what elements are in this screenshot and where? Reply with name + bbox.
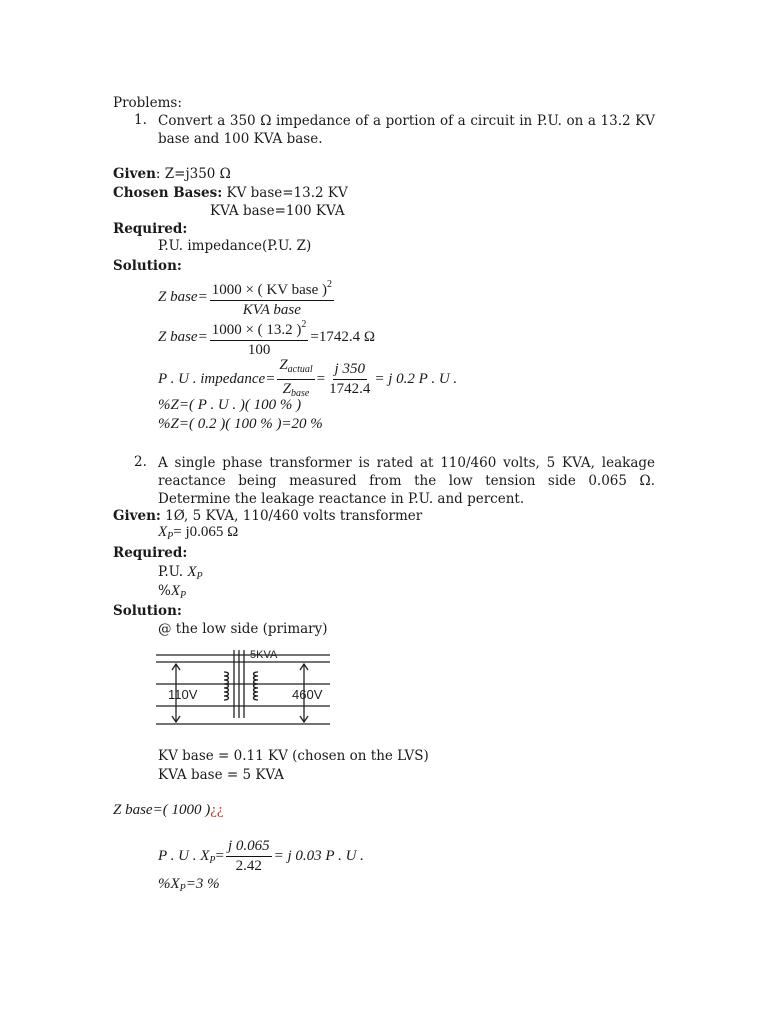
p2-solution-label: Solution:: [113, 603, 182, 619]
p2-given-value: 1Ø, 5 KVA, 110/460 volts transformer: [160, 508, 423, 524]
p2-kva-base: KVA base = 5 KVA: [158, 767, 285, 783]
p1-chosen-bases: [113, 185, 348, 201]
puxp-fraction: [226, 838, 272, 875]
puxp-lhs-a: P . U . X: [158, 848, 210, 864]
pu-xp-formula: [158, 838, 364, 875]
eq2-fraction: [210, 316, 309, 359]
eq3-equals: =: [316, 371, 326, 387]
p1-required-item: P.U. impedance(P.U. Z): [158, 238, 312, 254]
eq2-numerator: 1000 × ( 13.2 ): [211, 322, 302, 338]
xp-value: = j0.065 Ω: [173, 524, 239, 540]
eq1-lhs: Z base=: [158, 289, 208, 305]
puxp-result: = j 0.03 P . U .: [273, 848, 364, 864]
percent-xp-result: [158, 876, 220, 894]
zbase2-broken-glyphs: ¿¿: [210, 802, 224, 818]
puxp-num: j 0.065: [226, 838, 272, 857]
req1-sub: P: [196, 571, 203, 582]
eq3-fraction-b: [327, 361, 372, 398]
diagram-right-label: 460V: [292, 687, 323, 702]
problems-heading: Problems:: [113, 95, 182, 111]
problem-1-number: 1.: [134, 112, 147, 128]
problem-1-statement: Convert a 350 Ω impedance of a portion of a circuit in P.U. on a 13.2 KV base and 100 KVA base.: [158, 113, 655, 147]
eq1-exponent: 2: [326, 279, 332, 290]
puxp-lhs-sub: P: [209, 855, 216, 866]
req2-prefix: %: [158, 583, 171, 599]
p2-low-side-note: @ the low side (primary): [158, 621, 328, 637]
eq1-denominator: KVA base: [242, 302, 301, 318]
p1-given-label: Given: [113, 166, 156, 182]
p2-required-label: Required:: [113, 545, 188, 561]
diagram-top-label: 5KVA: [250, 649, 278, 661]
problem-2-statement: A single phase transformer is rated at 110/460 volts, 5 KVA, leakage reactance being measured from the low tension side 0.065 Ω. Determine the leakage reactance in P.U. and percent.: [158, 455, 655, 507]
pctxp-b: =3 %: [185, 876, 220, 892]
eq3-den-sub: base: [291, 388, 310, 399]
problem-2-number: 2.: [134, 454, 147, 470]
p2-given-label: Given:: [113, 508, 161, 524]
p2-required-pu-xp: [158, 564, 203, 582]
p2-required-percent-xp: [158, 583, 186, 601]
eq2-lhs: Z base=: [158, 329, 208, 345]
puxp-den: 2.42: [235, 858, 262, 874]
eq3-num-sub: actual: [287, 364, 313, 375]
transformer-diagram: [154, 646, 332, 730]
eq3-fraction-a: [277, 357, 314, 402]
zbase-calculation: [158, 316, 375, 359]
eq2-denominator: 100: [247, 342, 271, 358]
pu-impedance-formula: [158, 357, 457, 402]
diagram-left-label: 110V: [168, 687, 198, 702]
req1-x: X: [187, 564, 197, 580]
req2-x: X: [170, 583, 180, 599]
p1-bases-label: Chosen Bases:: [113, 185, 223, 201]
puxp-lhs-b: =: [215, 848, 224, 864]
zbase-formula: [158, 276, 336, 319]
eq3-den-z: Z: [282, 381, 291, 397]
eq3-lhs: P . U . impedance=: [158, 371, 276, 387]
eq3-den2: 1742.4: [329, 381, 371, 397]
eq1-fraction: [210, 276, 334, 319]
p1-given: [113, 166, 231, 182]
zbase2-lhs: Z base=( 1000 ): [113, 802, 211, 818]
p2-given: [113, 508, 422, 524]
p1-required-label: Required:: [113, 221, 188, 237]
percent-z-result: %Z=( 0.2 )( 100 % )=20 %: [158, 416, 323, 432]
xp-symbol: X: [158, 524, 168, 540]
eq2-result: =1742.4 Ω: [310, 329, 376, 345]
req1-prefix: P.U.: [158, 564, 188, 580]
xp-subscript: P: [167, 531, 174, 542]
p2-kv-base: KV base = 0.11 KV (chosen on the LVS): [158, 748, 429, 764]
p1-kv-base: KV base=13.2 KV: [226, 185, 348, 201]
eq3-result: = j 0.2 P . U .: [374, 371, 458, 387]
pctxp-a: %X: [158, 876, 180, 892]
eq1-numerator: 1000 × ( KV base ): [211, 282, 327, 298]
p2-xp-given: [158, 524, 238, 542]
p1-given-value: : Z=j350 Ω: [155, 166, 231, 182]
eq2-exponent: 2: [301, 319, 307, 330]
eq3-num-z: Z: [279, 357, 288, 373]
req2-sub: P: [180, 590, 187, 601]
pctxp-sub: P: [179, 883, 186, 894]
eq3-num2: j 350: [333, 361, 367, 380]
p1-kva-base: KVA base=100 KVA: [210, 203, 345, 219]
p2-zbase-line: [113, 802, 224, 819]
percent-z-formula: %Z=( P . U . )( 100 % ): [158, 397, 302, 413]
p1-solution-label: Solution:: [113, 258, 182, 274]
